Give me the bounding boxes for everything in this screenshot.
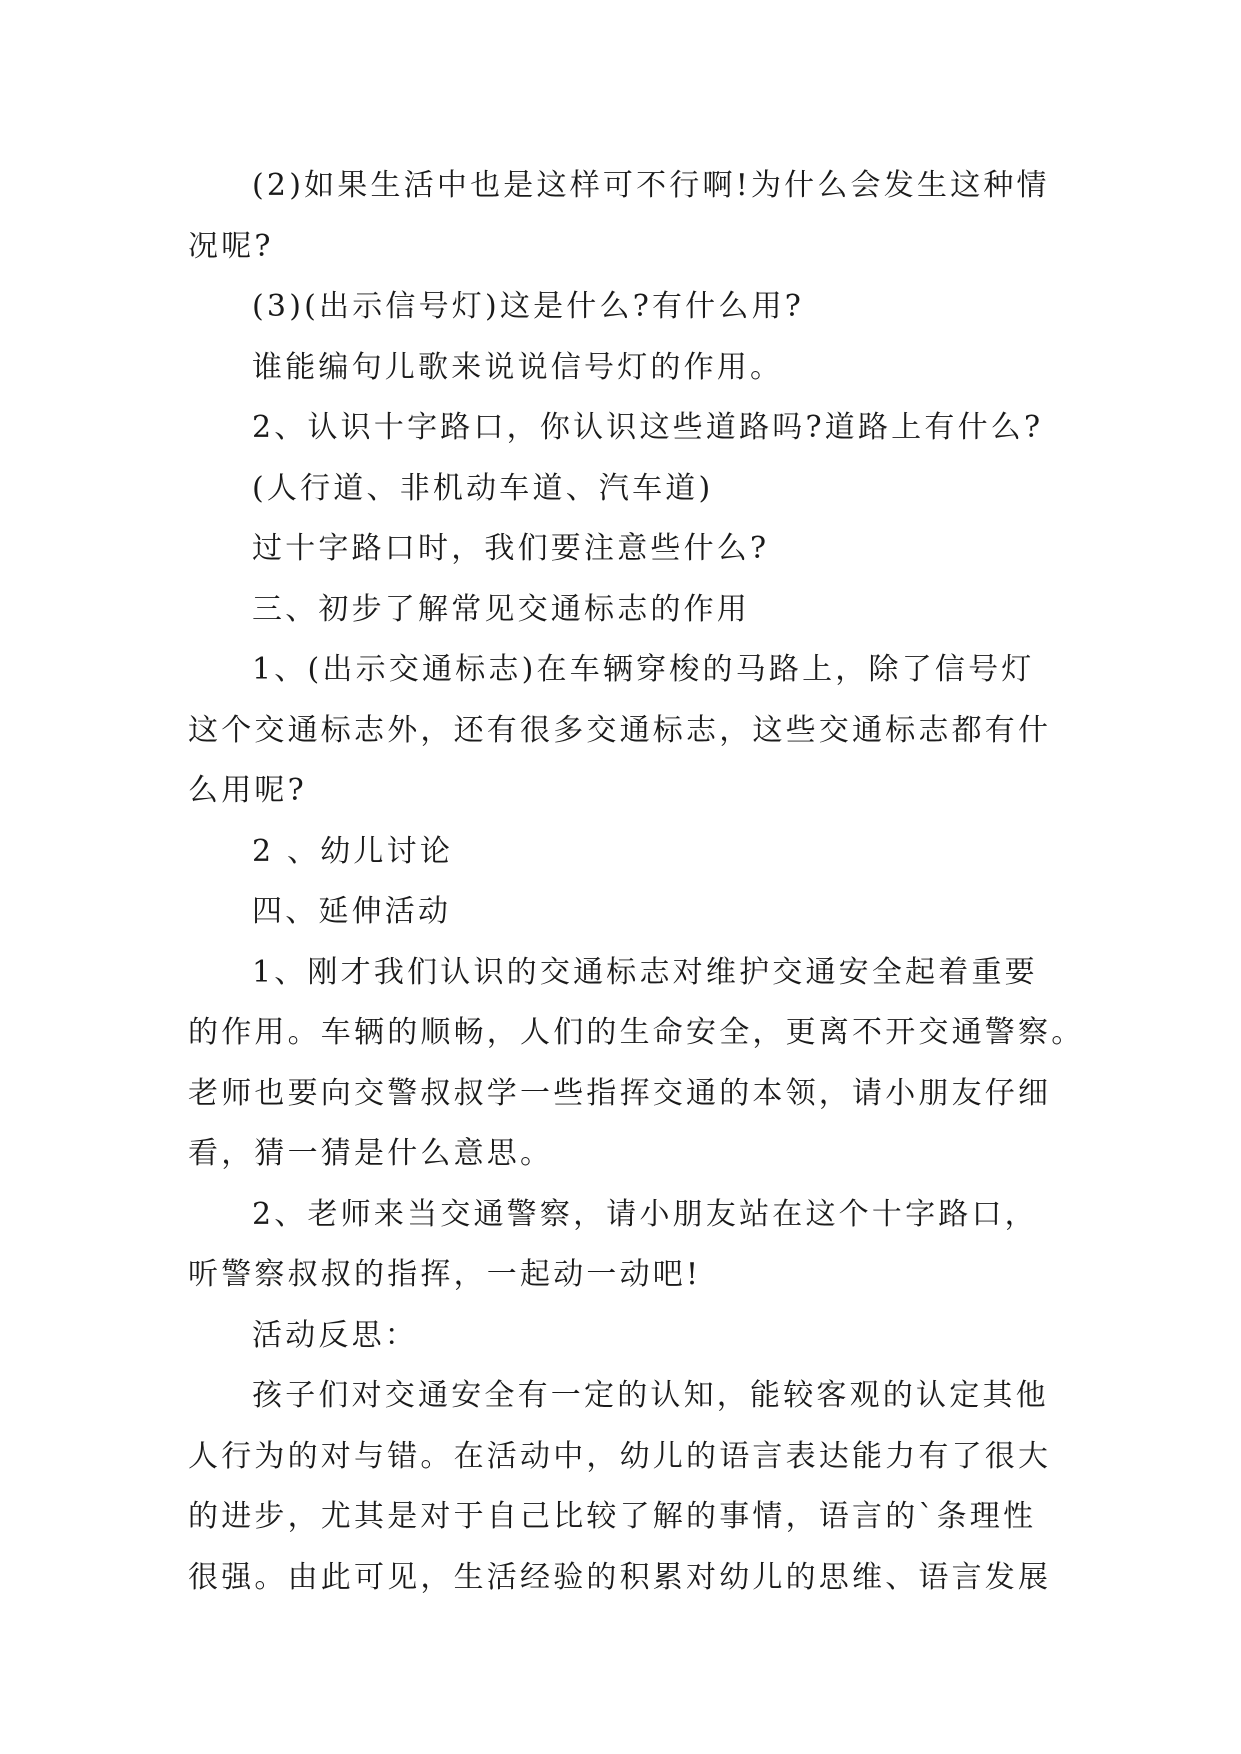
text-line: 过十字路口时，我们要注意些什么?: [252, 531, 770, 566]
text-line: (2)如果生活中也是这样可不行啊!为什么会发生这种情: [252, 168, 1050, 203]
text-line: 2 、幼儿讨论: [252, 833, 454, 869]
text-line: 的进步，尤其是对于自己比较了解的事情，语言的`条理性: [188, 1499, 1037, 1534]
text-line: 么用呢?: [188, 773, 307, 808]
section-heading: 活动反思：: [252, 1317, 418, 1353]
text-line: 2、认识十字路口，你认识这些道路吗?道路上有什么?: [252, 410, 1044, 445]
section-heading: 三、初步了解常见交通标志的作用: [252, 591, 750, 627]
text-line: 这个交通标志外，还有很多交通标志，这些交通标志都有什: [188, 712, 1052, 748]
text-line: 1、(出示交通标志)在车辆穿梭的马路上，除了信号灯: [252, 652, 1035, 687]
document-body: [188, 156, 1085, 1608]
section-heading: 四、延伸活动: [252, 894, 452, 929]
text-line: 2、老师来当交通警察，请小朋友站在这个十字路口，: [252, 1196, 1038, 1232]
text-line: (3)(出示信号灯)这是什么?有什么用?: [252, 289, 805, 324]
text-line: 谁能编句儿歌来说说信号灯的作用。: [252, 349, 784, 385]
text-line: 看，猜一猜是什么意思。: [188, 1136, 554, 1171]
text-line: 很强。由此可见，生活经验的积累对幼儿的思维、语言发展: [188, 1559, 1052, 1595]
text-line: 人行为的对与错。在活动中，幼儿的语言表达能力有了很大: [188, 1438, 1052, 1474]
text-line: 听警察叔叔的指挥，一起动一动吧!: [188, 1257, 702, 1292]
text-line: 的作用。车辆的顺畅，人们的生命安全，更离不开交通警察。: [188, 1015, 1085, 1050]
text-line: (人行道、非机动车道、汽车道): [252, 470, 714, 506]
text-line: 孩子们对交通安全有一定的认知，能较客观的认定其他: [252, 1378, 1049, 1413]
text-line: 况呢?: [188, 228, 274, 264]
text-line: 1、刚才我们认识的交通标志对维护交通安全起着重要: [252, 954, 1038, 990]
text-line: 老师也要向交警叔叔学一些指挥交通的本领，请小朋友仔细: [188, 1075, 1052, 1111]
